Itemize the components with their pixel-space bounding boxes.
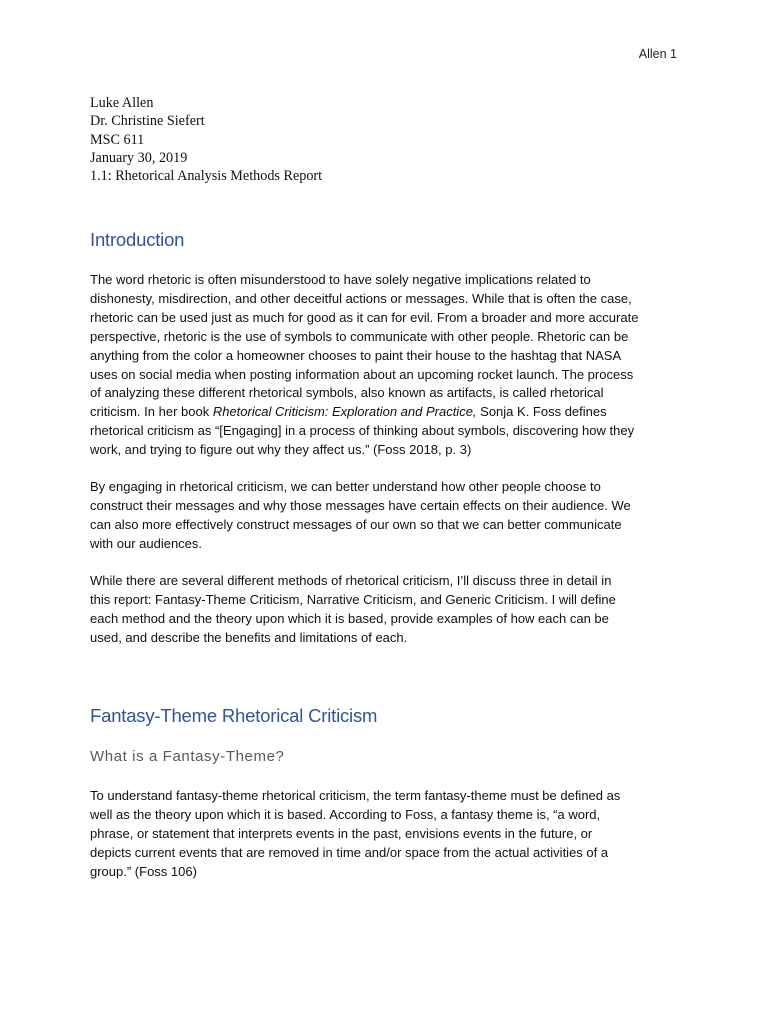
paragraph-line: To understand fantasy-theme rhetorical criticism, the term fantasy-theme must be defined as xyxy=(90,788,621,803)
introduction-heading: Introduction xyxy=(90,229,185,250)
paragraph-line: used, and describe the benefits and limitations of each. xyxy=(90,629,408,645)
paragraph-line: well as the theory upon which it is based. According to Foss, a fantasy theme is, “a word, xyxy=(90,806,601,822)
paragraph-line: group.” (Foss 106) xyxy=(90,863,197,879)
paragraph-line xyxy=(90,403,680,422)
paragraph-line: can also more effectively construct messages of our own so that we can better communicate xyxy=(90,516,622,532)
course-code: MSC 611 xyxy=(90,131,145,148)
paragraph-line: uses on social media when posting information about an upcoming rocket launch. The process xyxy=(90,366,634,382)
document-date: January 30, 2019 xyxy=(90,149,188,166)
heading-block xyxy=(90,94,322,185)
paragraph-line: construct their messages and why those messages have certain effects on their audience. We xyxy=(90,497,631,513)
introduction-paragraph-3 xyxy=(90,572,680,648)
instructor-name: Dr. Christine Siefert xyxy=(90,113,205,130)
paragraph-line: rhetorical criticism as “[Engaging] in a process of thinking about symbols, discovering how they xyxy=(90,423,635,439)
introduction-paragraph-1 xyxy=(90,271,680,460)
paragraph-line: The word rhetoric is often misunderstood to have solely negative implications related to xyxy=(90,272,591,287)
introduction-paragraph-2 xyxy=(90,478,680,554)
paragraph-line: dishonesty, misdirection, and other deceitful actions or messages. While that is often the case, xyxy=(90,290,632,306)
paragraph-line: this report: Fantasy-Theme Criticism, Narrative Criticism, and Generic Criticism. I will define xyxy=(90,591,616,607)
paragraph-line: rhetoric can be used just as much for good as it can for evil. From a broader and more accurate xyxy=(90,309,639,325)
running-head: Allen 1 xyxy=(638,47,677,61)
paragraph-line: each method and the theory upon which it is based, provide examples of how each can be xyxy=(90,610,609,626)
fantasy-theme-heading: Fantasy-Theme Rhetorical Criticism xyxy=(90,705,378,726)
line-text: Sonja K. Foss defines xyxy=(476,404,607,420)
paragraph-line: anything from the color a homeowner chooses to paint their house to the hashtag that NASA xyxy=(90,347,622,363)
paragraph-line: with our audiences. xyxy=(90,535,203,551)
paragraph-line: While there are several different methods of rhetorical criticism, I’ll discuss three in detail in xyxy=(90,573,612,588)
fantasy-theme-paragraph-1 xyxy=(90,787,680,882)
paragraph-line: work, and trying to figure out why they affect us.” (Foss 2018, p. 3) xyxy=(90,442,472,458)
paragraph-line: perspective, rhetoric is the use of symbols to communicate with other people. Rhetoric can be xyxy=(90,328,629,344)
paragraph-line: By engaging in rhetorical criticism, we can better understand how other people choose to xyxy=(90,479,601,494)
assignment-title: 1.1: Rhetorical Analysis Methods Report xyxy=(90,168,323,185)
paragraph-line: phrase, or statement that interprets events in the past, envisions events in the future, or xyxy=(90,825,593,841)
book-title: Rhetorical Criticism: Exploration and Practice, xyxy=(212,404,477,420)
fantasy-theme-subheading: What is a Fantasy-Theme? xyxy=(90,748,285,765)
author-name: Luke Allen xyxy=(90,95,154,111)
paragraph-line: depicts current events that are removed in time and/or space from the actual activities of a xyxy=(90,844,609,860)
paragraph-line: of analyzing these different rhetorical symbols, also known as artifacts, is called rhetorical xyxy=(90,385,604,401)
line-text: criticism. In her book xyxy=(90,404,213,420)
